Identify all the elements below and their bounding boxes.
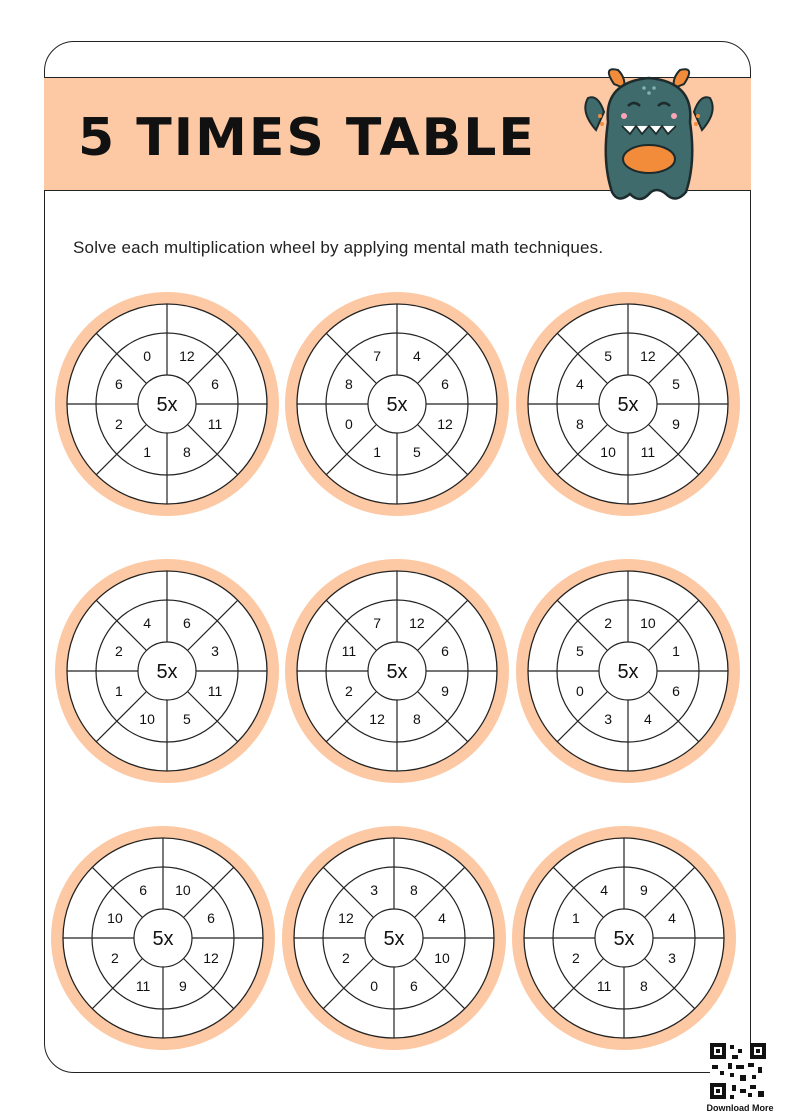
answer-slot[interactable] bbox=[697, 694, 717, 714]
center-label: 5x bbox=[617, 661, 639, 683]
wheel-number: 6 bbox=[207, 910, 215, 927]
wheel-number: 9 bbox=[179, 978, 187, 995]
wheel-number: 12 bbox=[338, 910, 354, 927]
answer-slot[interactable] bbox=[651, 473, 671, 493]
answer-slot[interactable] bbox=[305, 895, 325, 915]
wheel-number: 8 bbox=[183, 444, 191, 461]
wheel-number: 2 bbox=[345, 682, 353, 699]
answer-slot[interactable] bbox=[232, 961, 252, 981]
page-title: 5 TIMES TABLE bbox=[78, 108, 536, 168]
answer-slot[interactable] bbox=[693, 961, 713, 981]
answer-slot[interactable] bbox=[697, 427, 717, 447]
wheel-number: 4 bbox=[600, 881, 608, 898]
wheel-number: 6 bbox=[441, 376, 449, 393]
wheel-number: 8 bbox=[413, 711, 421, 728]
wheel-number: 10 bbox=[600, 444, 616, 461]
wheel-number: 10 bbox=[175, 881, 191, 898]
answer-slot[interactable] bbox=[74, 961, 94, 981]
answer-slot[interactable] bbox=[466, 694, 486, 714]
answer-slot[interactable] bbox=[420, 315, 440, 335]
answer-slot[interactable] bbox=[190, 740, 210, 760]
answer-slot[interactable] bbox=[124, 740, 144, 760]
answer-slot[interactable] bbox=[539, 427, 559, 447]
multiplication-wheel-5 bbox=[283, 557, 511, 785]
wheel-number: 10 bbox=[640, 614, 656, 631]
answer-slot[interactable] bbox=[236, 628, 256, 648]
wheel-number: 2 bbox=[342, 949, 350, 966]
wheel-number: 1 bbox=[373, 444, 381, 461]
answer-slot[interactable] bbox=[190, 315, 210, 335]
wheel-number: 10 bbox=[139, 711, 155, 728]
wheel-number: 2 bbox=[604, 614, 612, 631]
answer-slot[interactable] bbox=[124, 582, 144, 602]
wheel-number: 7 bbox=[373, 614, 381, 631]
answer-slot[interactable] bbox=[420, 740, 440, 760]
wheel-number: 4 bbox=[143, 614, 151, 631]
wheel-number: 12 bbox=[640, 347, 656, 364]
wheel-number: 6 bbox=[672, 682, 680, 699]
wheel-number: 2 bbox=[115, 415, 123, 432]
answer-slot[interactable] bbox=[539, 694, 559, 714]
answer-slot[interactable] bbox=[417, 849, 437, 869]
wheel-number: 8 bbox=[576, 415, 584, 432]
answer-slot[interactable] bbox=[236, 694, 256, 714]
wheel-number: 12 bbox=[437, 415, 453, 432]
wheel-number: 0 bbox=[576, 682, 584, 699]
wheel-number: 12 bbox=[203, 949, 219, 966]
answer-slot[interactable] bbox=[190, 473, 210, 493]
answer-slot[interactable] bbox=[466, 427, 486, 447]
answer-slot[interactable] bbox=[305, 961, 325, 981]
multiplication-wheel-9 bbox=[510, 824, 738, 1052]
multiplication-wheel-2 bbox=[283, 290, 511, 518]
wheel-number: 9 bbox=[441, 682, 449, 699]
answer-slot[interactable] bbox=[463, 895, 483, 915]
wheel-number: 11 bbox=[341, 643, 357, 660]
answer-slot[interactable] bbox=[585, 315, 605, 335]
answer-slot[interactable] bbox=[124, 315, 144, 335]
answer-slot[interactable] bbox=[539, 628, 559, 648]
answer-slot[interactable] bbox=[120, 1007, 140, 1027]
center-label: 5x bbox=[386, 661, 408, 683]
answer-slot[interactable] bbox=[78, 694, 98, 714]
wheel-number: 11 bbox=[135, 978, 151, 995]
qr-code-icon[interactable] bbox=[710, 1043, 766, 1099]
wheel-number: 3 bbox=[668, 949, 676, 966]
wheel-number: 10 bbox=[107, 910, 123, 927]
answer-slot[interactable] bbox=[351, 1007, 371, 1027]
wheel-number: 6 bbox=[139, 881, 147, 898]
answer-slot[interactable] bbox=[420, 473, 440, 493]
answer-slot[interactable] bbox=[74, 895, 94, 915]
answer-slot[interactable] bbox=[124, 473, 144, 493]
answer-slot[interactable] bbox=[120, 849, 140, 869]
multiplication-wheel-3 bbox=[514, 290, 742, 518]
answer-slot[interactable] bbox=[420, 582, 440, 602]
instructions-text: Solve each multiplication wheel by applying mental math techniques. bbox=[73, 238, 604, 257]
wheel-number: 11 bbox=[207, 415, 223, 432]
answer-slot[interactable] bbox=[354, 315, 374, 335]
answer-slot[interactable] bbox=[539, 361, 559, 381]
wheel-number: 5 bbox=[413, 444, 421, 461]
monster-mascot-icon bbox=[574, 62, 724, 212]
wheel-number: 2 bbox=[111, 949, 119, 966]
wheel-number: 8 bbox=[410, 881, 418, 898]
wheel-number: 1 bbox=[672, 643, 680, 660]
answer-slot[interactable] bbox=[351, 849, 371, 869]
wheel-number: 4 bbox=[438, 910, 446, 927]
answer-slot[interactable] bbox=[651, 315, 671, 335]
answer-slot[interactable] bbox=[417, 1007, 437, 1027]
multiplication-wheel-7 bbox=[49, 824, 277, 1052]
multiplication-wheel-4 bbox=[53, 557, 281, 785]
answer-slot[interactable] bbox=[354, 473, 374, 493]
answer-slot[interactable] bbox=[647, 1007, 667, 1027]
answer-slot[interactable] bbox=[697, 361, 717, 381]
center-label: 5x bbox=[156, 394, 178, 416]
center-label: 5x bbox=[617, 394, 639, 416]
answer-slot[interactable] bbox=[354, 740, 374, 760]
center-label: 5x bbox=[613, 928, 635, 950]
multiplication-wheel-6 bbox=[514, 557, 742, 785]
answer-slot[interactable] bbox=[697, 628, 717, 648]
answer-slot[interactable] bbox=[466, 361, 486, 381]
multiplication-wheel-8 bbox=[280, 824, 508, 1052]
center-label: 5x bbox=[386, 394, 408, 416]
answer-slot[interactable] bbox=[190, 582, 210, 602]
multiplication-wheel-1 bbox=[53, 290, 281, 518]
answer-slot[interactable] bbox=[585, 582, 605, 602]
wheel-number: 11 bbox=[596, 978, 612, 995]
wheel-number: 4 bbox=[576, 376, 584, 393]
answer-slot[interactable] bbox=[186, 1007, 206, 1027]
answer-slot[interactable] bbox=[535, 895, 555, 915]
answer-slot[interactable] bbox=[78, 427, 98, 447]
wheel-number: 2 bbox=[115, 643, 123, 660]
answer-slot[interactable] bbox=[585, 473, 605, 493]
wheel-number: 5 bbox=[576, 643, 584, 660]
answer-slot[interactable] bbox=[78, 628, 98, 648]
wheel-number: 1 bbox=[143, 444, 151, 461]
answer-slot[interactable] bbox=[581, 849, 601, 869]
answer-slot[interactable] bbox=[308, 628, 328, 648]
answer-slot[interactable] bbox=[651, 582, 671, 602]
wheel-number: 7 bbox=[373, 347, 381, 364]
wheel-number: 1 bbox=[115, 682, 123, 699]
answer-slot[interactable] bbox=[463, 961, 483, 981]
answer-slot[interactable] bbox=[236, 361, 256, 381]
wheel-number: 6 bbox=[410, 978, 418, 995]
wheel-number: 12 bbox=[409, 614, 425, 631]
wheel-number: 4 bbox=[413, 347, 421, 364]
wheel-number: 1 bbox=[572, 910, 580, 927]
wheel-number: 4 bbox=[668, 910, 676, 927]
wheel-number: 3 bbox=[604, 711, 612, 728]
wheel-number: 10 bbox=[434, 949, 450, 966]
wheel-number: 0 bbox=[143, 347, 151, 364]
answer-slot[interactable] bbox=[308, 427, 328, 447]
wheel-number: 6 bbox=[211, 376, 219, 393]
wheel-number: 9 bbox=[640, 881, 648, 898]
answer-slot[interactable] bbox=[232, 895, 252, 915]
wheel-number: 5 bbox=[183, 711, 191, 728]
answer-slot[interactable] bbox=[78, 361, 98, 381]
wheel-number: 12 bbox=[179, 347, 195, 364]
answer-slot[interactable] bbox=[581, 1007, 601, 1027]
wheel-number: 11 bbox=[207, 682, 223, 699]
answer-slot[interactable] bbox=[535, 961, 555, 981]
wheel-number: 6 bbox=[183, 614, 191, 631]
answer-slot[interactable] bbox=[354, 582, 374, 602]
center-label: 5x bbox=[152, 928, 174, 950]
answer-slot[interactable] bbox=[466, 628, 486, 648]
answer-slot[interactable] bbox=[647, 849, 667, 869]
download-more-label[interactable]: Download More bbox=[706, 1103, 774, 1113]
wheel-number: 0 bbox=[370, 978, 378, 995]
answer-slot[interactable] bbox=[585, 740, 605, 760]
wheel-number: 3 bbox=[211, 643, 219, 660]
wheel-number: 5 bbox=[672, 376, 680, 393]
wheel-number: 6 bbox=[115, 376, 123, 393]
center-label: 5x bbox=[383, 928, 405, 950]
answer-slot[interactable] bbox=[308, 694, 328, 714]
answer-slot[interactable] bbox=[186, 849, 206, 869]
wheel-number: 3 bbox=[370, 881, 378, 898]
wheel-number: 5 bbox=[604, 347, 612, 364]
wheel-number: 8 bbox=[640, 978, 648, 995]
answer-slot[interactable] bbox=[693, 895, 713, 915]
wheel-number: 0 bbox=[345, 415, 353, 432]
center-label: 5x bbox=[156, 661, 178, 683]
answer-slot[interactable] bbox=[308, 361, 328, 381]
wheel-number: 12 bbox=[369, 711, 385, 728]
wheel-number: 9 bbox=[672, 415, 680, 432]
wheel-number: 8 bbox=[345, 376, 353, 393]
wheel-number: 4 bbox=[644, 711, 652, 728]
wheel-number: 11 bbox=[640, 444, 656, 461]
wheel-number: 6 bbox=[441, 643, 449, 660]
answer-slot[interactable] bbox=[651, 740, 671, 760]
wheel-number: 2 bbox=[572, 949, 580, 966]
answer-slot[interactable] bbox=[236, 427, 256, 447]
